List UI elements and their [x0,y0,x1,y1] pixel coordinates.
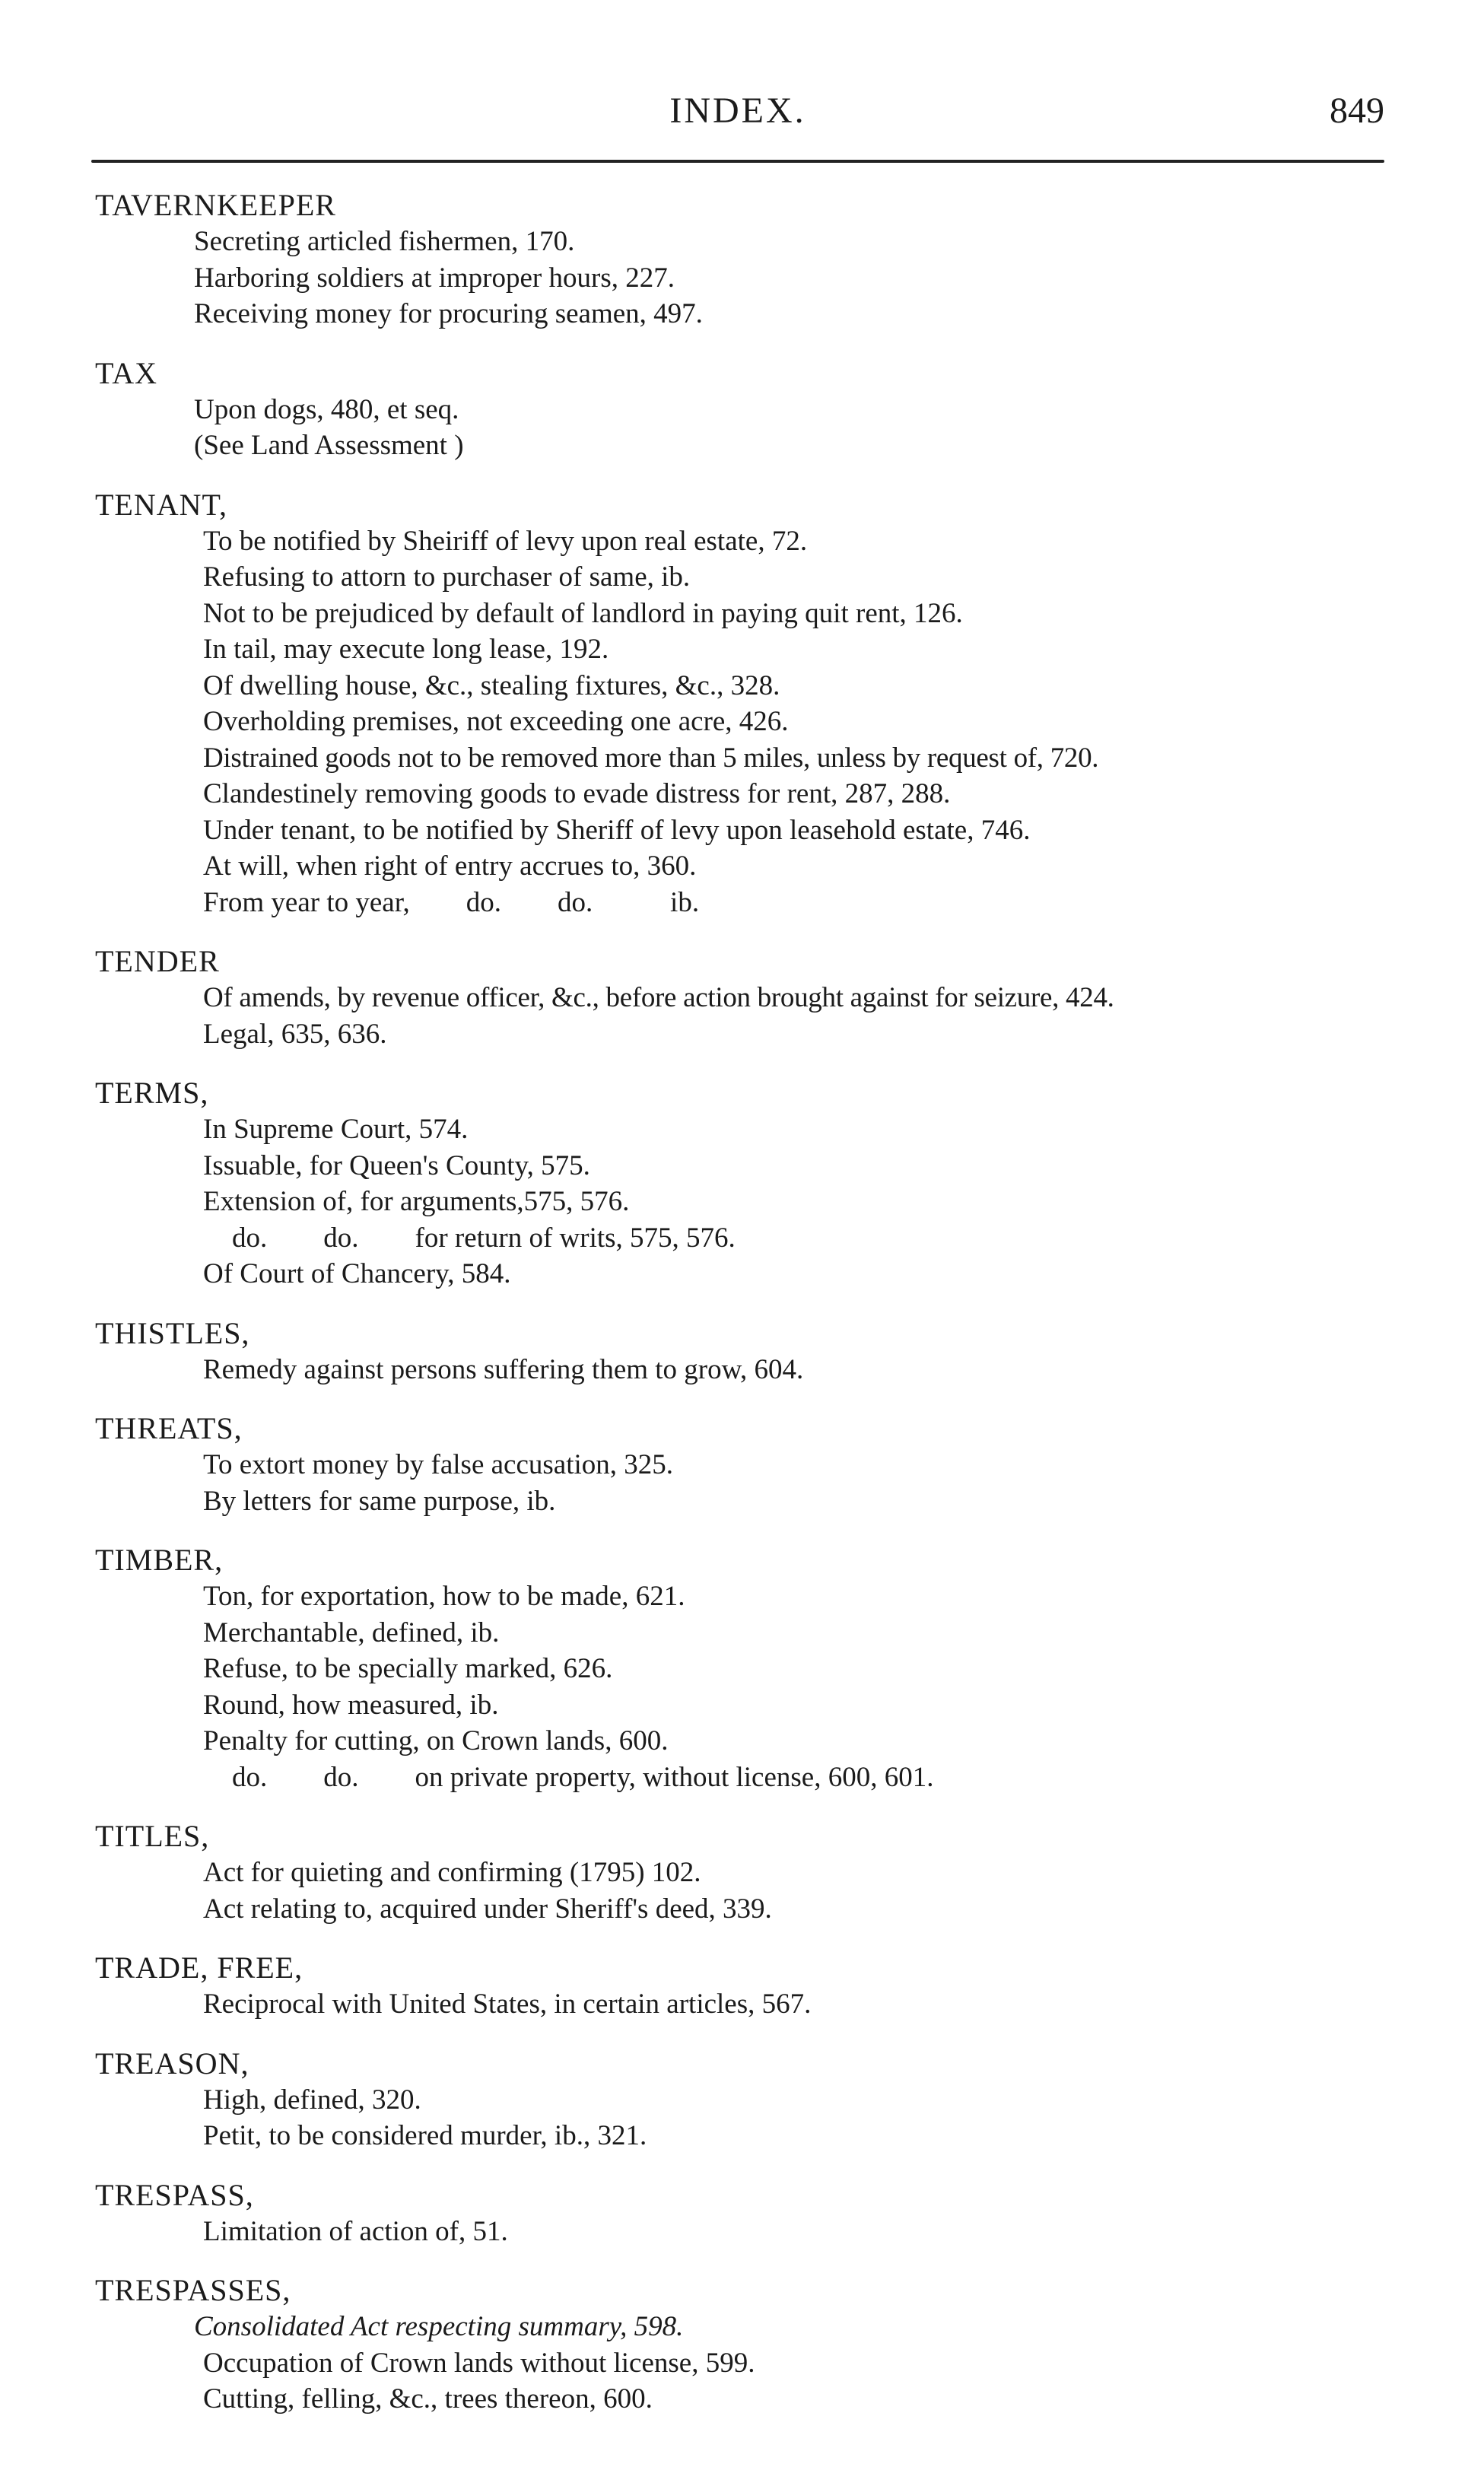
index-entry-tavernkeeper [95,187,1403,332]
entry-heading: TAVERNKEEPER [95,188,336,222]
subentry: do. do. on private property, without license, 600, 601. [232,1761,934,1793]
subentry: Extension of, for arguments,575, 576. [203,1186,630,1217]
entry-subentries [95,523,1403,921]
entry-subentries [95,392,1403,464]
entry-heading: TAX [95,355,158,390]
subentry: By letters for same purpose, ib. [203,1485,556,1517]
header-rule [91,160,1384,163]
index-entry-tenant [95,487,1403,921]
subentry: Harboring soldiers at improper hours, 227. [194,262,675,294]
subentry: do. do. for return of writs, 575, 576. [232,1222,736,1254]
index-entry-trade-free [95,1950,1403,2023]
subentry: Upon dogs, 480, et seq. [194,393,459,425]
subentry: Merchantable, defined, ib. [203,1617,500,1648]
index-entry-thistles [95,1315,1403,1388]
entry-subentries [95,1447,1403,1519]
entry-subentries [95,2082,1403,2154]
subentry: Petit, to be considered murder, ib., 321. [203,2120,647,2151]
subentry: Limitation of action of, 51. [203,2215,508,2247]
entry-subentries [95,1111,1403,1292]
subentry: Refuse, to be specially marked, 626. [203,1653,613,1684]
entry-subentries [95,2309,1403,2418]
index-entry-timber [95,1542,1403,1795]
entry-subentries [95,2214,1403,2250]
subentry: High, defined, 320. [203,2084,421,2116]
subentry: Remedy against persons suffering them to grow, 604. [203,1353,804,1385]
entry-heading: THREATS, [95,1411,243,1445]
entry-heading: THISTLES, [95,1315,250,1350]
index-entry-tax [95,355,1403,464]
subentry: Distrained goods not to be removed more than 5 miles, unless by request of, 720. [203,742,1099,774]
subentry: Secreting articled fishermen, 170. [194,226,575,257]
entry-heading: TENANT, [95,487,227,522]
subentry: (See Land Assessment ) [194,430,464,461]
index-entry-titles [95,1818,1403,1927]
subentry: From year to year, do. do. ib. [203,886,700,918]
subentry: Ton, for exportation, how to be made, 621. [203,1581,685,1612]
subentry: Act relating to, acquired under Sheriff's deed, 339. [203,1893,772,1925]
entry-subentries [95,980,1403,1052]
subentry: Under tenant, to be notified by Sheriff of levy upon leasehold estate, 746. [203,814,1031,846]
subentry: Occupation of Crown lands without license, 599. [203,2347,755,2379]
index-entry-trespasses [95,2272,1403,2418]
subentry: Of Court of Chancery, 584. [203,1258,511,1289]
entry-heading: TIMBER, [95,1543,224,1577]
entry-subentries [95,1855,1403,1927]
entry-subentries [95,1352,1403,1388]
subentry: Not to be prejudiced by default of landlord in paying quit rent, 126. [203,597,963,629]
index-entry-terms [95,1075,1403,1292]
subentry: Penalty for cutting, on Crown lands, 600. [203,1725,669,1756]
subentry: At will, when right of entry accrues to, 360. [203,850,697,882]
entry-subentries [95,1578,1403,1795]
subentry: Clandestinely removing goods to evade distress for rent, 287, 288. [203,778,951,809]
entry-heading: TERMS, [95,1076,209,1110]
subentry: Consolidated Act respecting summary, 598. [194,2311,684,2342]
entry-heading: TRADE, FREE, [95,1950,303,1985]
entry-heading: TENDER [95,944,220,978]
subentry: In tail, may execute long lease, 192. [203,634,609,665]
subentry: Of dwelling house, &c., stealing fixtures, &c., 328. [203,669,780,701]
subentry: Receiving money for procuring seamen, 497. [194,298,703,329]
index-entry-tender [95,943,1403,1052]
subentry: Of amends, by revenue officer, &c., before action brought against for seizure, 424. [203,982,1114,1013]
entry-heading: TRESPASSES, [95,2273,291,2307]
subentry: Legal, 635, 636. [203,1018,387,1050]
subentry: Cutting, felling, &c., trees thereon, 600. [203,2383,653,2414]
subentry: Round, how measured, ib. [203,1689,499,1721]
entry-heading: TRESPASS, [95,2177,254,2212]
page-title: INDEX. [669,91,806,131]
page-number: 849 [1330,91,1384,131]
subentry: Reciprocal with United States, in certain articles, 567. [203,1988,812,2020]
subentry: Refusing to attorn to purchaser of same, ib. [203,561,691,593]
subentry: Act for quieting and confirming (1795) 102. [203,1857,701,1888]
entry-subentries [95,1986,1403,2023]
subentry: In Supreme Court, 574. [203,1114,469,1145]
index-entry-treason [95,2046,1403,2154]
entry-heading: TREASON, [95,2046,249,2081]
entry-subentries [95,224,1403,332]
index-entry-trespass [95,2177,1403,2250]
subentry: Overholding premises, not exceeding one acre, 426. [203,706,789,737]
index-entry-threats [95,1410,1403,1519]
subentry: Issuable, for Queen's County, 575. [203,1149,590,1181]
page-header [91,90,1384,151]
index-entries [95,187,1403,2440]
entry-heading: TITLES, [95,1819,210,1853]
subentry: To extort money by false accusation, 325. [203,1449,674,1480]
subentry: To be notified by Sheiriff of levy upon real estate, 72. [203,525,808,557]
